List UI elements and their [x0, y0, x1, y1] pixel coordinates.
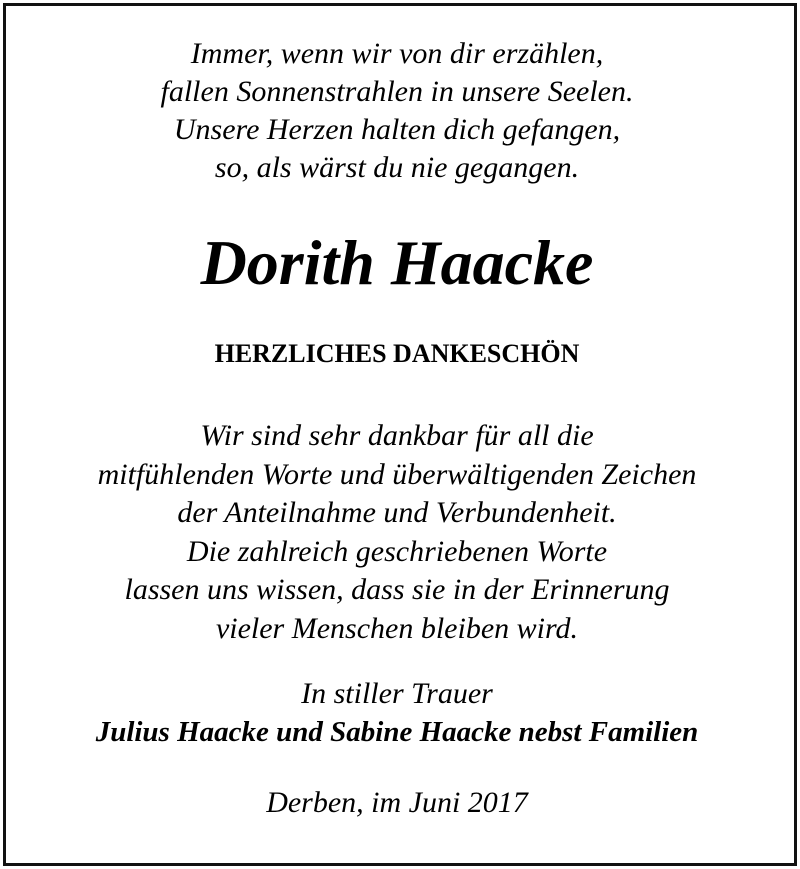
poem-line: so, als wärst du nie gegangen.	[214, 151, 580, 184]
message-line: Die zahlreich geschriebenen Worte	[186, 534, 608, 568]
message-line: Wir sind sehr dankbar für all die	[200, 419, 594, 452]
place-and-date: Derben, im Juni 2017	[266, 786, 528, 819]
deceased-name: Dorith Haacke	[200, 227, 594, 298]
mourning-intro: In stiller Trauer	[301, 677, 493, 710]
poem-line: fallen Sonnenstrahlen in unsere Seelen.	[160, 75, 634, 108]
message-line: der Anteilnahme und Verbundenheit.	[177, 496, 617, 529]
message-line: vieler Menschen bleiben wird.	[215, 611, 579, 645]
poem-line: Immer, wenn wir von dir erzählen,	[190, 37, 604, 70]
thank-you-message	[0, 417, 794, 648]
message-line: lassen uns wissen, dass sie in der Erinnerung	[124, 573, 670, 606]
mourners-signature: Julius Haacke und Sabine Haacke nebst Familien	[95, 716, 699, 748]
poem-line: Unsere Herzen halten dich gefangen,	[173, 113, 621, 146]
thank-you-heading: HERZLICHES DANKESCHÖN	[214, 339, 580, 368]
message-line: mitfühlenden Worte und überwältigenden Zeichen	[97, 457, 697, 491]
memorial-poem	[0, 35, 794, 187]
